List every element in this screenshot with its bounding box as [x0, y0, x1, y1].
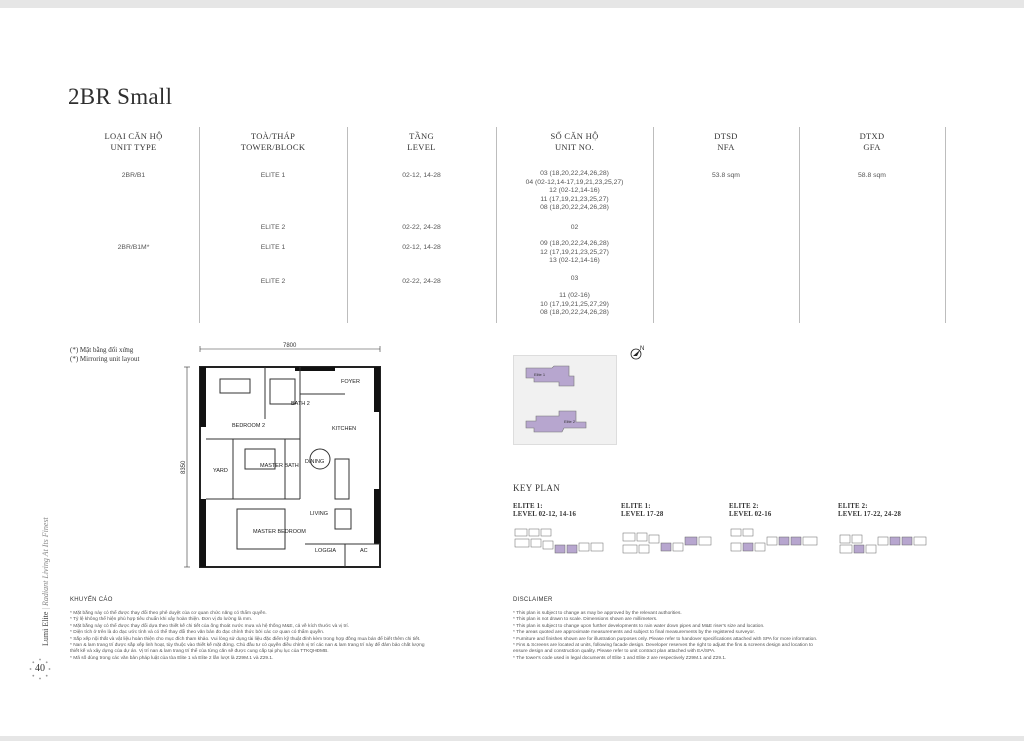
- floor-key-diagram: [621, 523, 713, 559]
- col-gfa: [799, 127, 945, 323]
- header-nfa: DTSD NFA: [714, 131, 738, 152]
- key-plan-elite2-high: ELITE 2: LEVEL 17-22, 24-28: [838, 503, 943, 559]
- footer-heading-vi: KHUYẾN CÁO: [70, 597, 113, 603]
- key-plan-elite1-high: ELITE 1: LEVEL 17-28: [621, 503, 726, 559]
- north-arrow-icon: [629, 343, 647, 361]
- cell-nfa: 53.8 sqm: [712, 172, 740, 179]
- site-key-plan: [513, 355, 617, 445]
- room-label: KITCHEN: [332, 426, 357, 432]
- page-number: 40: [35, 663, 45, 674]
- width-dimension: 7800: [283, 343, 297, 349]
- height-dimension: 8350: [181, 460, 187, 474]
- floor-key-diagram: [729, 523, 821, 559]
- header-unit-type: LOẠI CĂN HỘ UNIT TYPE: [104, 131, 163, 152]
- room-label: MASTER BEDROOM: [253, 529, 306, 535]
- floor-plan: [175, 339, 393, 569]
- cell-unit-no: 02: [570, 224, 579, 231]
- cell-unit-type: 2BR/B1: [121, 172, 146, 179]
- header-level: TẦNG LEVEL: [407, 131, 436, 152]
- cell-unit-no: 03 11 (02-16) 10 (17,19,21,25,27,29) 08 (18,20,22,24,26,28): [540, 275, 609, 316]
- cell-tower: ELITE 2: [260, 224, 286, 231]
- site-label-elite-2: Elite 2: [564, 419, 576, 424]
- col-level: [347, 127, 496, 323]
- footer-heading-en: DISCLAIMER: [513, 597, 553, 603]
- cell-unit-no: 03 (18,20,22,24,26,28) 04 (02-12,14-17,19,21,23,25,27) 12 (02-12,14-16) 11 (17,19,21,23,25,27) 08 (18,20,22,24,26,28): [525, 170, 624, 211]
- brand-tagline: Radiant Living At Its Finest: [41, 517, 50, 606]
- col-unit-no: [496, 127, 653, 323]
- brand-name: Lumi Elite: [41, 611, 50, 646]
- floor-key-diagram: [513, 523, 605, 559]
- key-plan-elite2-low: ELITE 2: LEVEL 02-16: [729, 503, 834, 559]
- key-plan-title: KEY PLAN: [513, 483, 561, 493]
- unit-spec-table: [68, 127, 945, 323]
- north-label: N: [640, 346, 645, 352]
- room-label: LOGGIA: [315, 548, 337, 554]
- room-label: BEDROOM 2: [232, 423, 266, 429]
- room-label: AC: [360, 548, 368, 554]
- header-unit-no: SỐ CĂN HỘ UNIT NO.: [550, 131, 599, 152]
- footer-list-en: * This plan is subject to change as may be approved by the relevant authorities. * This plan is not drawn to scale. Dimensions shown are millimeters. * This plan is subject to change upon further developments to rain water down pipes and M&E riser's size and location. * The areas quoted are approximate measurements and subject to final measurements by the registered surveyor. * Furniture and finishes shown are for illustration purposes only. Please refer to handover specifications attached with SPA for more information. * Fins & Screens are located at units, following facade design. Developer reserves the right to adjust the fins & screens design and location to ensure design and construction quality. Please refer to unit contract plan attached with EA/SPA. * The tower's code used in legal documents of Elite 1 and Elite 2 are respectively Z29M.1 and Z29.1.: [513, 611, 818, 661]
- room-label: BATH 2: [291, 401, 310, 407]
- cell-level: 02-22, 24-28: [402, 224, 441, 231]
- col-tower: [199, 127, 347, 323]
- cell-level: 02-12, 14-28: [402, 172, 441, 179]
- room-label: DINING: [305, 459, 325, 465]
- site-label-elite-1: Elite 1: [534, 372, 546, 377]
- cell-level: 02-12, 14-28: [402, 244, 441, 251]
- mirror-note: (*) Mặt bằng đối xứng (*) Mirroring unit layout: [70, 346, 140, 363]
- cell-level: 02-22, 24-28: [402, 278, 441, 285]
- floor-key-diagram: [838, 523, 930, 559]
- col-unit-type: [68, 127, 199, 323]
- cell-unit-no: 09 (18,20,22,24,26,28) 12 (17,19,21,23,25,27) 13 (02-12,14-16): [540, 240, 609, 264]
- cell-tower: ELITE 2: [260, 278, 286, 285]
- room-label: FOYER: [341, 379, 360, 385]
- cell-unit-type: 2BR/B1M*: [117, 244, 150, 251]
- room-label: MASTER BATH: [260, 463, 299, 469]
- room-label: LIVING: [310, 511, 329, 517]
- header-tower: TOÀ/THÁP TOWER/BLOCK: [240, 131, 306, 152]
- cell-gfa: 58.8 sqm: [858, 172, 886, 179]
- col-nfa: [653, 127, 799, 323]
- page-title: 2BR Small: [68, 84, 173, 109]
- footer-list-vi: * Mặt bằng này có thể được thay đổi theo phê duyệt của cơ quan chức năng có thẩm quyền. * Tỷ lệ không thể hiện phù hợp tiêu chuẩn khi xây hoàn thiện. Đơn vị đo lường là mm. * Mặt bằng này có thể được thay đổi dựa theo thiết kế chi tiết của ống thoát nước mưa và hệ thống M&E, cả về kích thước và vị trí. * Diện tích ở trên là do đạc ước tính và có thể thay đổi theo văn bản đo đạc chính thức bởi các cơ quan có thẩm quyền. * Sắp xếp nội thất và vật liệu hoàn thiện cho mục đích tham khảo. Vui lòng sử dụng tài liệu đặc điểm kỹ thuật đính kèm trong hợp đồng mua bán để biết thêm chi tiết. * Nan & lam trang trí được sắp xếp linh hoạt, tùy thuộc vào thiết kế mặt đứng. Chủ đầu tư có quyền điều chỉnh vị trí các nan & lam trang trí này để đảm bảo chất lượng thiết kế và xây dựng của dự án. Vị trí nan & lam trang trí thể của từng căn sẽ được cung cấp tại phụ lục của TTKQHĐMB. * Mã số dùng trong các văn bản pháp luật của tòa Elite 1 và Elite 2 lần lượt là Z29M.1 và Z29.1.: [70, 611, 425, 661]
- side-branding: Lumi Elite | Radiant Living At Its Finest: [41, 517, 50, 646]
- brochure-page: [0, 8, 1024, 736]
- key-plan-elite1-low: ELITE 1: LEVEL 02-12, 14-16: [513, 503, 618, 559]
- room-label: YARD: [213, 468, 228, 474]
- bottom-edge: [0, 736, 1024, 741]
- header-gfa: DTXD GFA: [859, 131, 885, 152]
- column-divider: [945, 127, 946, 323]
- cell-tower: ELITE 1: [260, 172, 286, 179]
- cell-tower: ELITE 1: [260, 244, 286, 251]
